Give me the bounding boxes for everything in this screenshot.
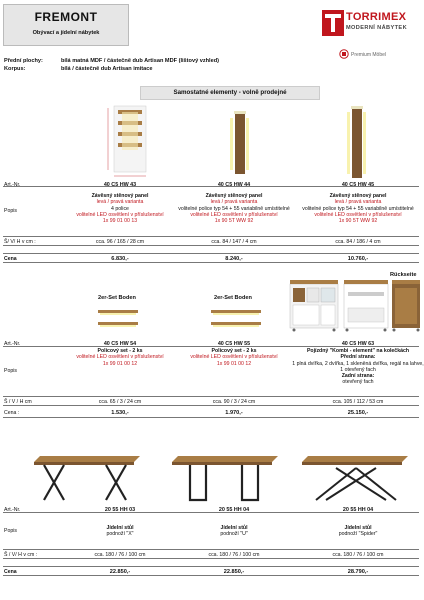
- product-price: 10.760,-: [347, 256, 369, 262]
- label-cena-2: Cena :: [4, 410, 20, 416]
- description-line: Zadní strana:: [341, 373, 375, 380]
- product-price: 8.240,-: [225, 256, 243, 262]
- label-art-3: Art.-Nr.: [4, 507, 21, 513]
- wall-panel-tall-image: [344, 104, 368, 182]
- description-line: Pojízdný "Kombi - element" na kolečkách: [306, 348, 410, 354]
- product-dimensions: cca. 180 / 76 / 100 cm: [208, 552, 260, 558]
- product-description: [54, 348, 186, 367]
- description-line: Jídelní stůl: [220, 525, 248, 531]
- product-dimensions: cca. 84 / 147 / 4 cm: [211, 239, 257, 245]
- description-line: volitelné police typ 54 + 55 variabilně umístitelné: [178, 205, 290, 212]
- torrimex-logo-icon: [322, 10, 344, 36]
- description-line: Policový set - 2 ks: [97, 348, 143, 354]
- product-price: 25.150,-: [347, 410, 369, 416]
- description-line: levá / pravá varianta: [96, 199, 144, 206]
- caption-shelf-set-1: 2er-Set Boden: [98, 295, 136, 301]
- label-popis-2: Popis: [4, 368, 17, 374]
- product-description: [292, 193, 424, 224]
- premium-label: Premium Möbel: [351, 52, 387, 58]
- front-label: Přední plochy:: [4, 58, 43, 64]
- article-number: 40 C5 HW 54: [103, 341, 137, 347]
- label-dims-3: Š / V/ H v cm :: [4, 552, 38, 558]
- divider: [3, 566, 419, 567]
- dining-table-spider-image: [296, 452, 416, 504]
- product-dimensions: cca. 90 / 3 / 24 cm: [212, 399, 256, 405]
- product-price: 1.530,-: [111, 410, 129, 416]
- wall-panel-shelves-image: [100, 104, 150, 180]
- product-description: [292, 348, 424, 386]
- description-line: 1x 90 5T WW 92: [214, 218, 254, 225]
- section-header: [140, 86, 320, 100]
- description-line: otevřený fach: [342, 379, 374, 386]
- description-line: podnoží "U": [220, 531, 248, 538]
- logo-tagline: MODERNÍ NÁBYTEK: [346, 25, 408, 31]
- divider: [3, 253, 419, 254]
- article-number: 40 C5 HW 44: [217, 182, 251, 188]
- description-line: Závěsný stěnový panel: [329, 193, 387, 199]
- description-line: volitelné LED osvětlení v příslušenství: [190, 211, 278, 218]
- product-price: 22.850,-: [109, 569, 131, 575]
- page-subtitle: Obývací a jídelní nábytek: [32, 30, 100, 36]
- description-line: 1x 99 01 00 13: [102, 218, 138, 225]
- shelf-set-54-image: [94, 304, 144, 332]
- product-description: [168, 193, 300, 224]
- section-title: Samostatné elementy - volně prodejné: [173, 89, 287, 96]
- product-dimensions: cca. 180 / 76 / 100 cm: [94, 552, 146, 558]
- description-line: volitelné LED osvětlení v příslušenství: [314, 211, 402, 218]
- description-line: podnoží "Spider": [338, 531, 378, 538]
- description-line: Závěsný stěnový panel: [205, 193, 263, 199]
- caption-shelf-set-2: 2er-Set Boden: [214, 295, 252, 301]
- description-line: Závěsný stěnový panel: [91, 193, 149, 199]
- product-price: 6.830,-: [111, 256, 129, 262]
- wall-panel-medium-image: [226, 108, 250, 178]
- divider: [3, 417, 419, 418]
- product-price: 22.850,-: [223, 569, 245, 575]
- product-description: [168, 525, 300, 538]
- shelf-set-55-image: [208, 304, 264, 332]
- label-popis-1: Popis: [4, 208, 17, 214]
- label-art-2: Art.-Nr.: [4, 341, 21, 347]
- description-line: levá / pravá varianta: [210, 199, 258, 206]
- label-popis-3: Popis: [4, 528, 17, 534]
- article-number: 40 C5 HW 63: [341, 341, 375, 347]
- description-line: Jídelní stůl: [106, 525, 134, 531]
- page-title: FREMONT: [34, 10, 98, 24]
- article-number: 40 C5 HW 45: [341, 182, 375, 188]
- divider: [3, 549, 419, 550]
- description-line: 1x 99 01 00 12: [102, 360, 138, 367]
- description-line: volitelné LED osvětlení v příslušenství: [190, 354, 278, 361]
- description-line: Přední strana:: [340, 354, 376, 361]
- product-description: [54, 525, 186, 538]
- product-dimensions: cca. 180 / 76 / 100 cm: [332, 552, 384, 558]
- description-line: 1x 99 01 00 12: [216, 360, 252, 367]
- kombi-element-image: [288, 278, 422, 334]
- product-description: [54, 193, 186, 224]
- label-cena-1: Cena: [4, 256, 17, 262]
- label-dims-1: Š/ V/ H v cm :: [4, 239, 36, 245]
- article-number: 20 55 HH 04: [342, 507, 374, 513]
- description-line: levá / pravá varianta: [334, 199, 382, 206]
- dining-table-u-image: [168, 452, 282, 504]
- product-price: 1.970,-: [225, 410, 243, 416]
- dining-table-x-image: [30, 452, 144, 504]
- article-number: 40 C5 HW 55: [217, 341, 251, 347]
- product-dimensions: cca. 96 / 165 / 28 cm: [95, 239, 145, 245]
- label-dims-2: Š / V / H cm: [4, 399, 32, 405]
- description-line: volitelné LED osvětlení v příslušenství: [76, 354, 164, 361]
- description-line: 4 police: [111, 205, 129, 212]
- premium-logo-icon: [339, 49, 349, 59]
- description-line: volitelné LED osvětlení v příslušenství: [76, 211, 164, 218]
- description-line: Policový set - 2 ks: [211, 348, 257, 354]
- divider: [3, 236, 419, 237]
- product-dimensions: cca. 84 / 186 / 4 cm: [335, 239, 381, 245]
- description-line: 1 plná dvířka, 2 dvířka, 1 skleněná dvířka, regál na lahve, 1 otevřený fach: [292, 360, 424, 373]
- product-description: [168, 348, 300, 367]
- description-line: podnoží "X": [106, 531, 134, 538]
- label-art-1: Art.-Nr.: [4, 182, 21, 188]
- product-description: [292, 525, 424, 538]
- product-price: 28.790,-: [347, 569, 369, 575]
- label-cena-3: Cena: [4, 569, 17, 575]
- product-dimensions: cca. 105 / 112 / 53 cm: [332, 399, 384, 405]
- front-value: bílá matná MDF / částečně dub Artisan MDF (lištový vzhled): [61, 58, 219, 64]
- description-line: 1x 90 5T WW 92: [338, 218, 378, 225]
- description-line: volitelné police typ 54 + 55 variabilně umístitelné: [302, 205, 414, 212]
- title-box: [3, 4, 129, 46]
- body-value: bílá / částečně dub Artisan imitace: [61, 66, 153, 72]
- article-number: 40 C5 HW 43: [103, 182, 137, 188]
- product-dimensions: cca. 65 / 3 / 24 cm: [98, 399, 142, 405]
- article-number: 20 55 HH 03: [104, 507, 136, 513]
- description-line: Jídelní stůl: [344, 525, 372, 531]
- caption-back-side: Rückseite: [390, 272, 417, 278]
- article-number: 20 55 HH 04: [218, 507, 250, 513]
- logo-brand: TORRIMEX: [346, 11, 407, 23]
- body-label: Korpus:: [4, 66, 26, 72]
- divider: [3, 396, 419, 397]
